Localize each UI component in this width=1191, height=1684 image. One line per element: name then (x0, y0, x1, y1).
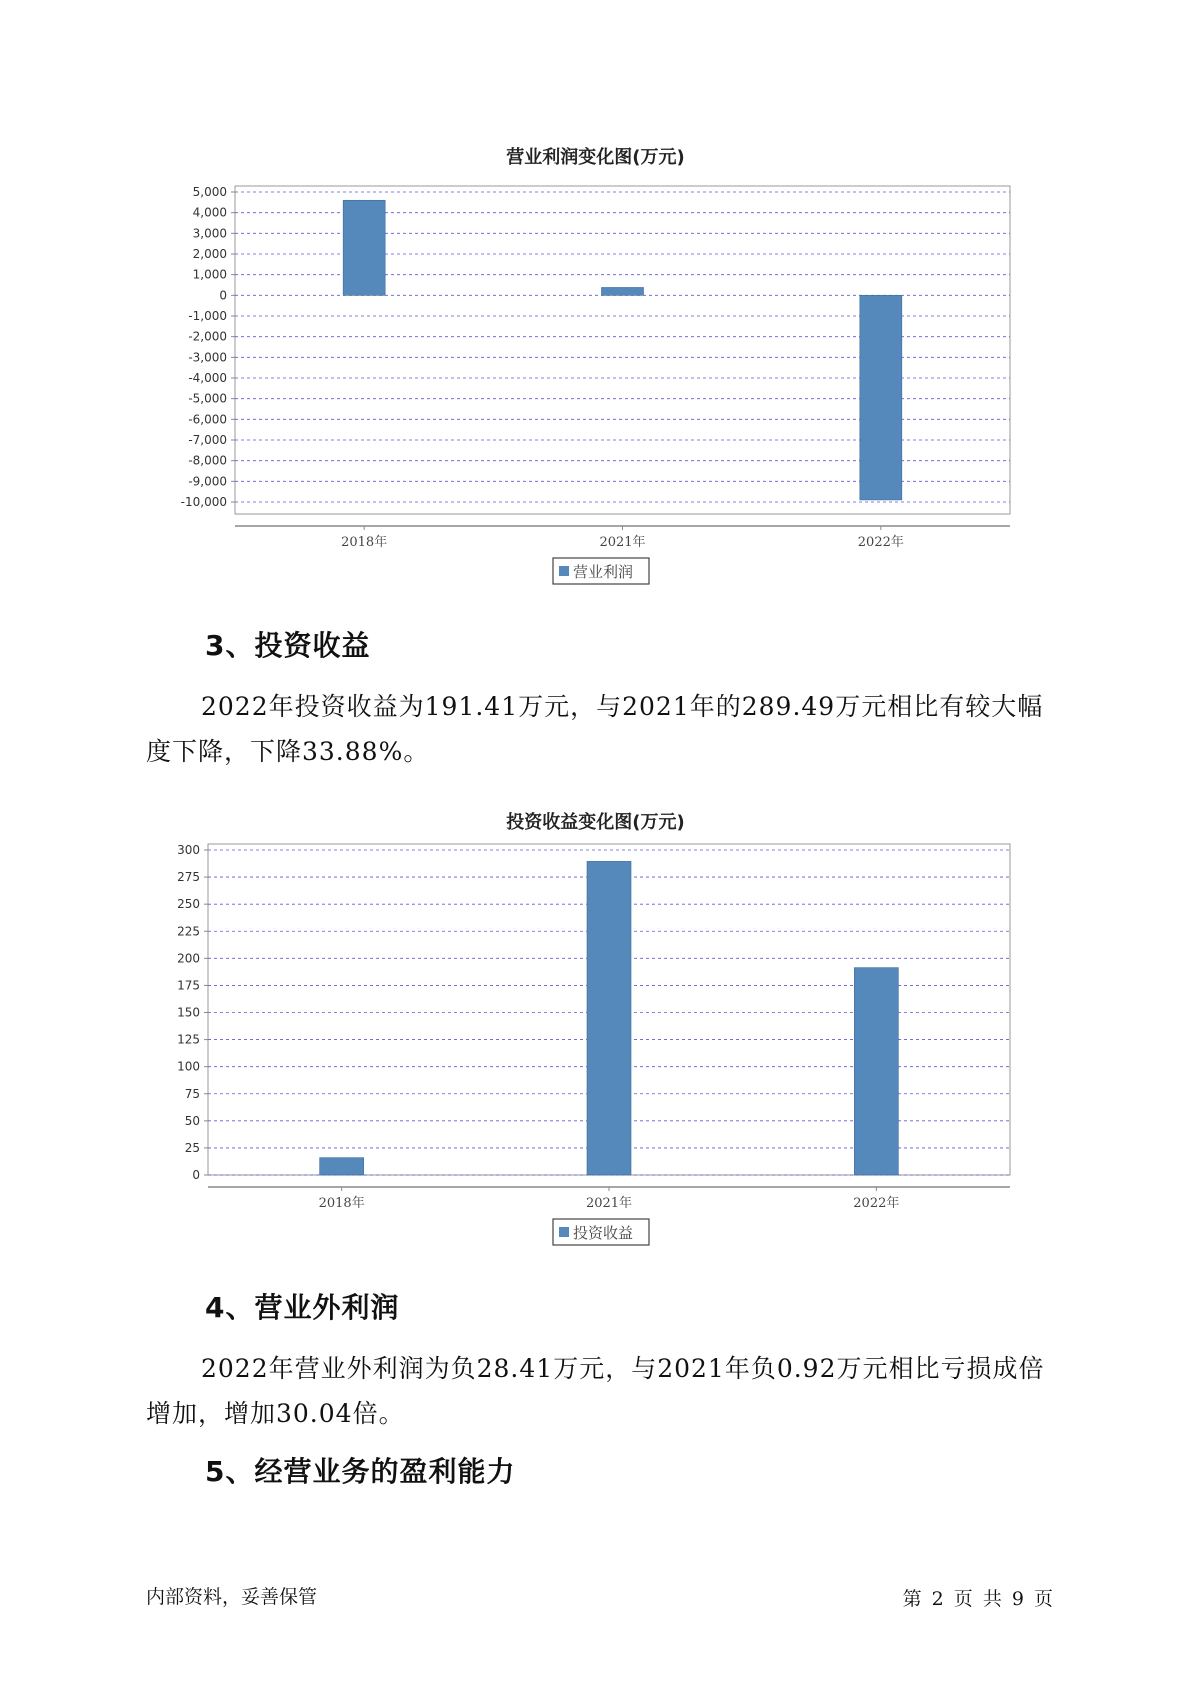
bar (320, 1158, 364, 1175)
y-tick-label: 300 (177, 843, 200, 857)
legend-swatch (559, 1227, 569, 1237)
legend-swatch (559, 566, 569, 576)
section4-paragraph: 2022年营业外利润为负28.41万元，与2021年负0.92万元相比亏损成倍增加，增加30.04倍。 (146, 1354, 1045, 1428)
bar (860, 295, 902, 500)
y-tick-label: 4,000 (192, 205, 227, 220)
y-tick-label: -2,000 (188, 329, 227, 344)
y-tick-label: 250 (177, 897, 200, 912)
y-tick-label: 150 (177, 1005, 200, 1020)
section5-heading: 5、经营业务的盈利能力 (205, 1455, 516, 1488)
y-tick-label: 125 (177, 1032, 200, 1047)
bar (854, 968, 898, 1175)
x-tick-label: 2018年 (341, 535, 388, 550)
y-tick-label: 50 (184, 1113, 200, 1128)
y-tick-label: 0 (192, 1168, 200, 1182)
y-tick-label: 225 (177, 924, 200, 939)
y-tick-label: 75 (184, 1086, 200, 1101)
x-tick-label: 2018年 (318, 1196, 365, 1211)
legend-label: 营业利润 (573, 563, 634, 581)
bar (602, 287, 644, 295)
y-tick-label: -6,000 (188, 412, 227, 427)
footer-confidential-note: 内部资料，妥善保管 (146, 1586, 318, 1608)
operating-profit-chart (0, 170, 1191, 630)
y-tick-label: 1,000 (192, 267, 227, 282)
bar (343, 200, 385, 295)
y-tick-label: 100 (177, 1059, 200, 1074)
section3-heading: 3、投资收益 (205, 629, 371, 662)
x-tick-label: 2022年 (857, 535, 904, 550)
x-tick-label: 2021年 (585, 1196, 633, 1211)
x-tick-label: 2022年 (853, 1196, 900, 1211)
x-tick-label: 2021年 (599, 535, 646, 550)
y-tick-label: 5,000 (192, 185, 227, 199)
legend-label: 投资收益 (573, 1224, 634, 1242)
y-tick-label: 25 (184, 1140, 200, 1155)
y-tick-label: -3,000 (188, 350, 227, 365)
y-tick-label: 2,000 (192, 247, 227, 261)
y-tick-label: -10,000 (180, 495, 227, 509)
y-tick-label: 3,000 (192, 226, 227, 241)
y-tick-label: -7,000 (188, 433, 227, 447)
y-tick-label: 275 (177, 870, 200, 885)
footer-page-number: 第 2 页 共 9 页 (902, 1588, 1053, 1610)
y-tick-label: 200 (177, 951, 200, 966)
section4-heading: 4、营业外利润 (205, 1291, 400, 1324)
section3-paragraph: 2022年投资收益为191.41万元，与2021年的289.49万元相比有较大幅度下降，下降33.88%。 (146, 692, 1044, 766)
bar (587, 861, 631, 1175)
y-tick-label: -8,000 (188, 453, 227, 468)
investment-income-chart (0, 835, 1191, 1255)
chart1-title: 营业利润变化图(万元) (506, 147, 685, 168)
y-tick-label: -1,000 (188, 309, 227, 323)
y-tick-label: -5,000 (188, 391, 227, 406)
y-tick-label: 175 (177, 978, 200, 993)
y-tick-label: 0 (219, 288, 227, 303)
y-tick-label: -9,000 (188, 474, 227, 489)
y-tick-label: -4,000 (188, 371, 227, 385)
chart2-title: 投资收益变化图(万元) (506, 812, 685, 833)
